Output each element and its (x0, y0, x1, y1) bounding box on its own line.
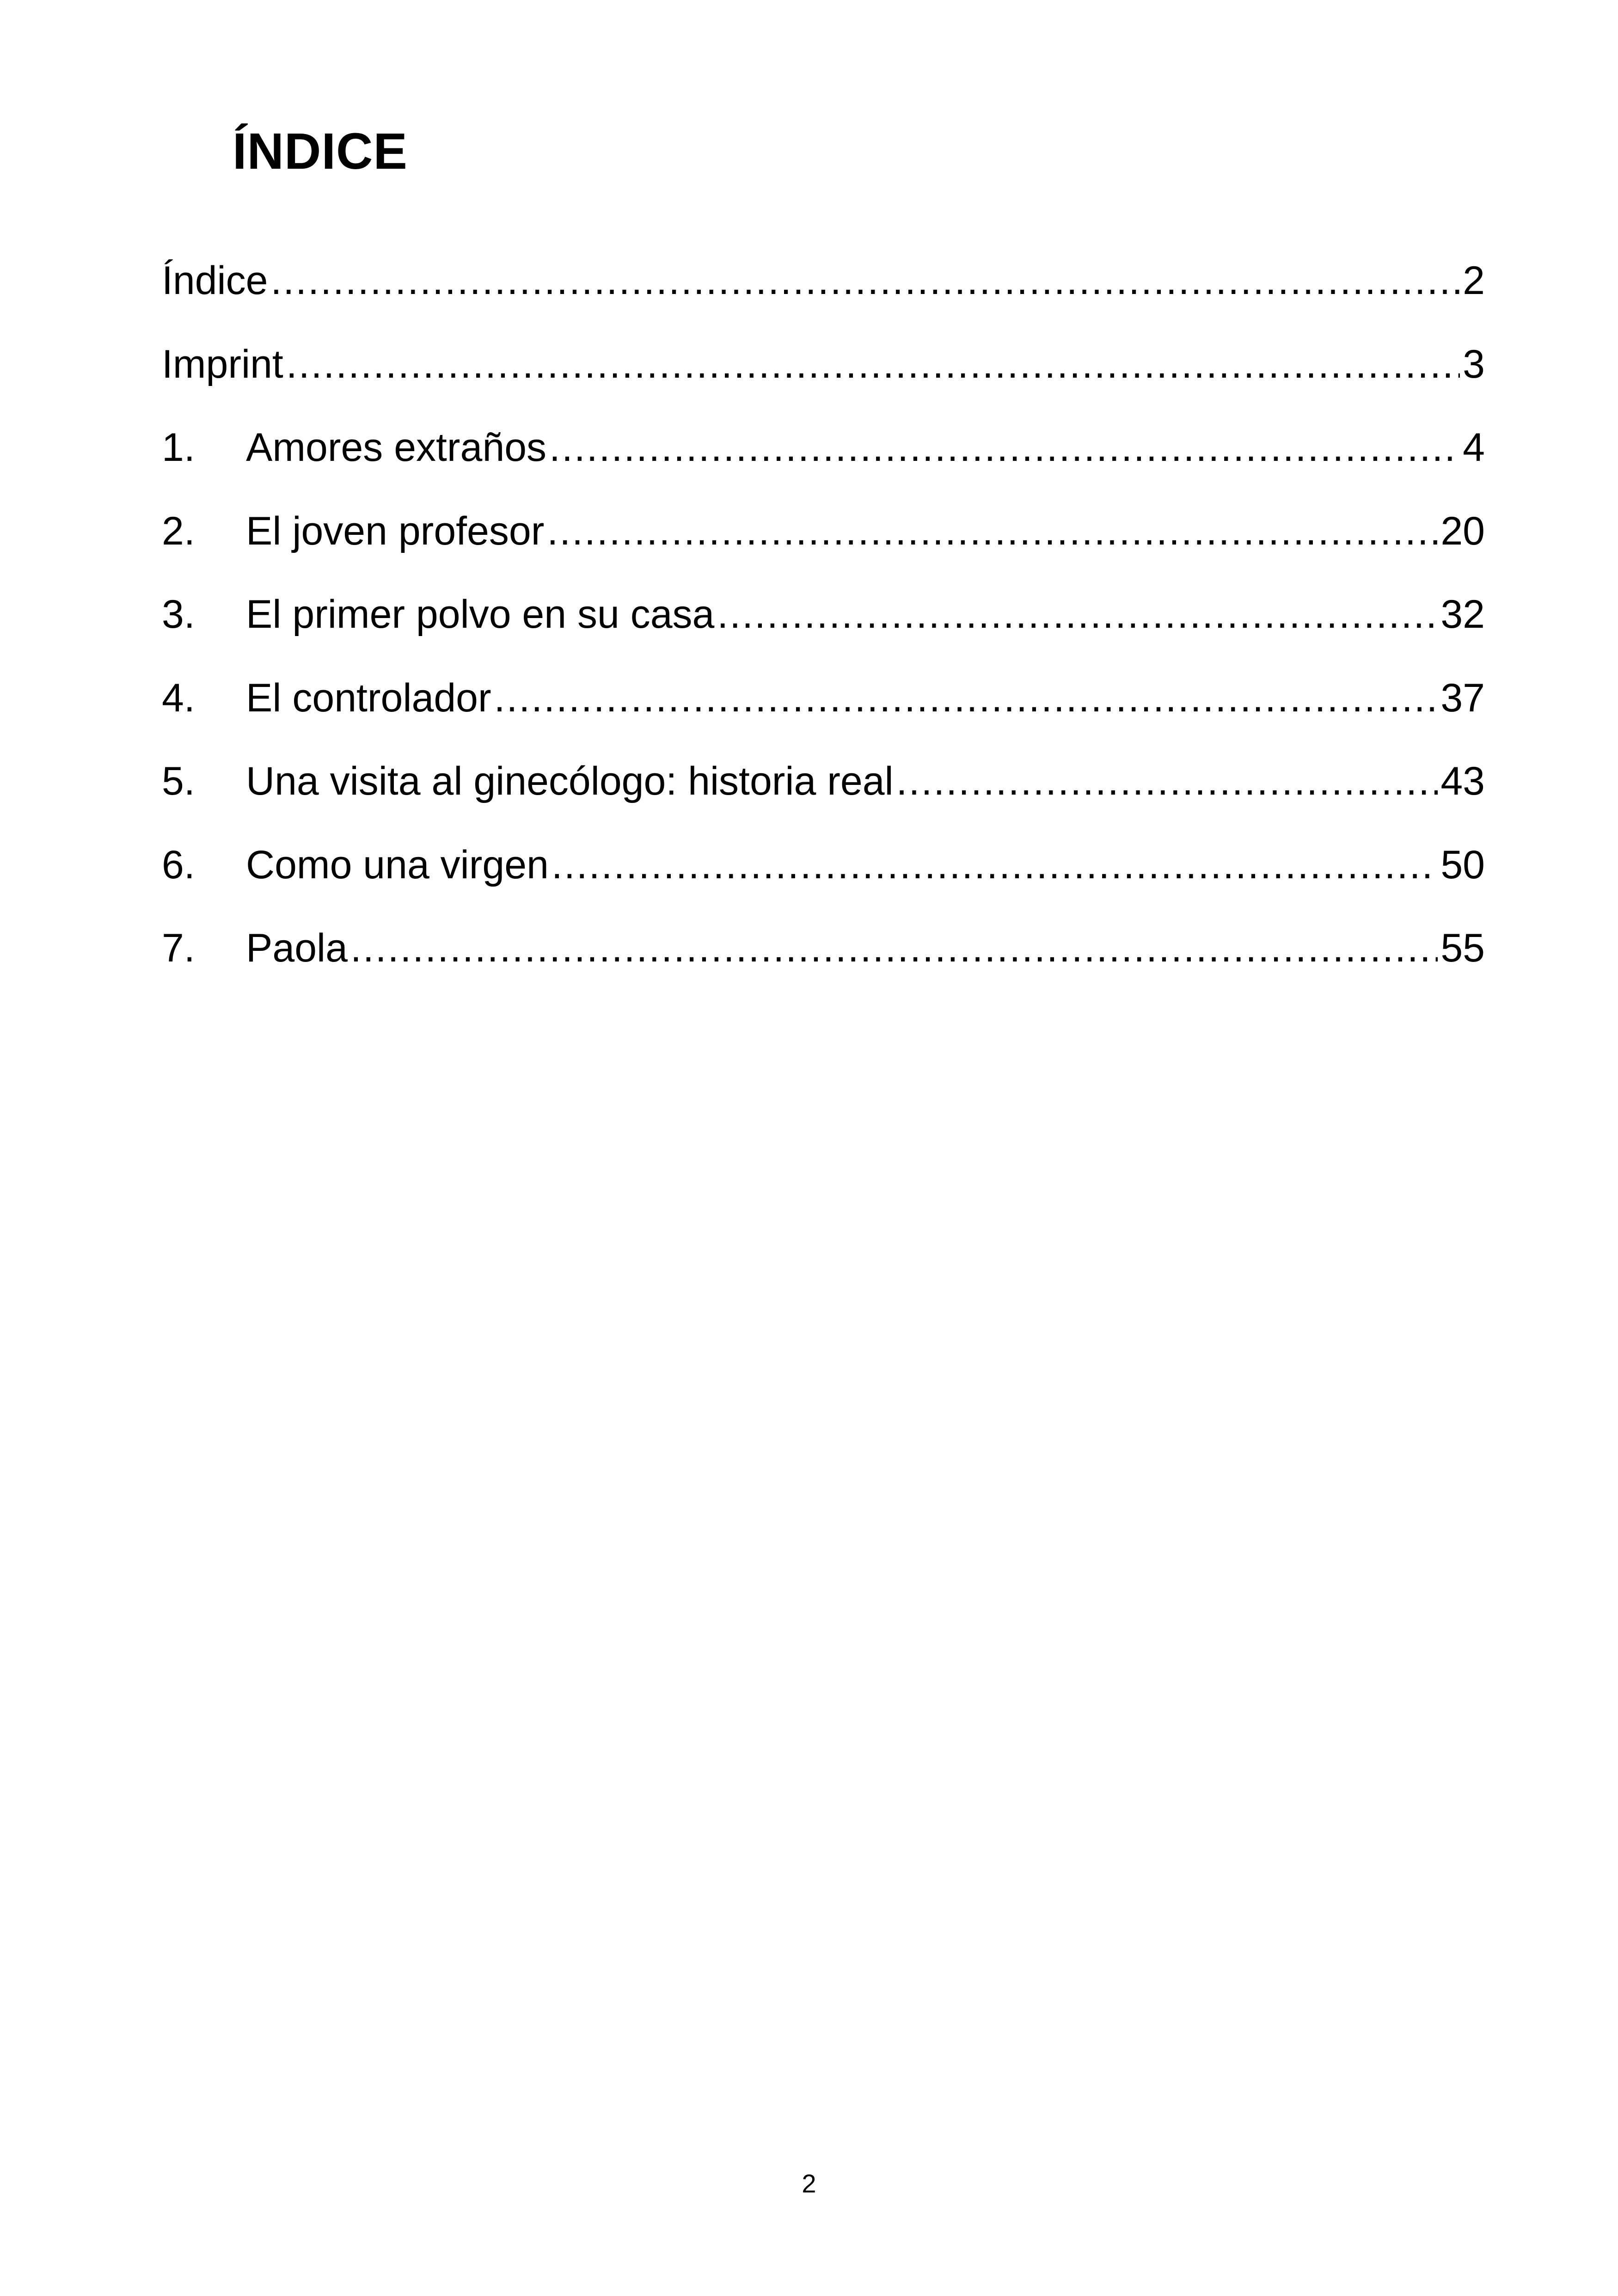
toc-entry-page: 37 (1440, 675, 1485, 720)
toc-dot-leader (350, 923, 1438, 974)
toc-entry-chapter-2[interactable] (162, 506, 1485, 589)
toc-entry-page: 43 (1440, 759, 1485, 803)
toc-entry-page: 32 (1440, 592, 1485, 637)
toc-entry-chapter-3[interactable] (162, 589, 1485, 673)
toc-entry-chapter-1[interactable] (162, 422, 1485, 506)
toc-entry-imprint[interactable] (162, 339, 1485, 422)
toc-entry-page: 20 (1440, 508, 1485, 553)
toc-dot-leader (494, 673, 1438, 723)
toc-entry-title: Índice (162, 258, 268, 303)
toc-entry-number: 5. (162, 759, 195, 803)
page-title: ÍNDICE (233, 123, 408, 180)
toc-entry-number: 4. (162, 675, 195, 720)
toc-dot-leader (547, 506, 1438, 557)
toc-entry-title: Imprint (162, 342, 283, 386)
toc-entry-number: 1. (162, 425, 195, 470)
toc-dot-leader (896, 756, 1438, 807)
table-of-contents (162, 255, 1485, 1006)
toc-entry-number: 7. (162, 926, 195, 970)
toc-dot-leader (549, 422, 1460, 473)
toc-entry-chapter-7[interactable] (162, 923, 1485, 1006)
toc-entry-chapter-4[interactable] (162, 673, 1485, 756)
toc-entry-number: 6. (162, 842, 195, 887)
toc-entry-page: 4 (1463, 425, 1485, 470)
toc-entry-page: 2 (1463, 258, 1485, 303)
toc-entry-page: 50 (1440, 842, 1485, 887)
toc-entry-page: 3 (1463, 342, 1485, 386)
toc-entry-indice[interactable] (162, 255, 1485, 339)
toc-entry-page: 55 (1440, 926, 1485, 970)
toc-entry-title: El controlador (246, 675, 491, 720)
page-number: 2 (802, 2169, 816, 2198)
toc-entry-title: Paola (246, 926, 348, 970)
toc-entry-chapter-5[interactable] (162, 756, 1485, 839)
toc-dot-leader (286, 339, 1460, 390)
toc-entry-title: Una visita al ginecólogo: historia real (246, 759, 894, 803)
toc-entry-title: Amores extraños (246, 425, 547, 470)
toc-entry-chapter-6[interactable] (162, 839, 1485, 923)
toc-dot-leader (552, 839, 1438, 890)
toc-dot-leader (717, 589, 1438, 640)
toc-dot-leader (271, 255, 1460, 306)
toc-entry-title: El joven profesor (246, 508, 545, 553)
toc-entry-number: 3. (162, 592, 195, 637)
toc-entry-number: 2. (162, 508, 195, 553)
toc-entry-title: Como una virgen (246, 842, 549, 887)
toc-entry-title: El primer polvo en su casa (246, 592, 715, 637)
